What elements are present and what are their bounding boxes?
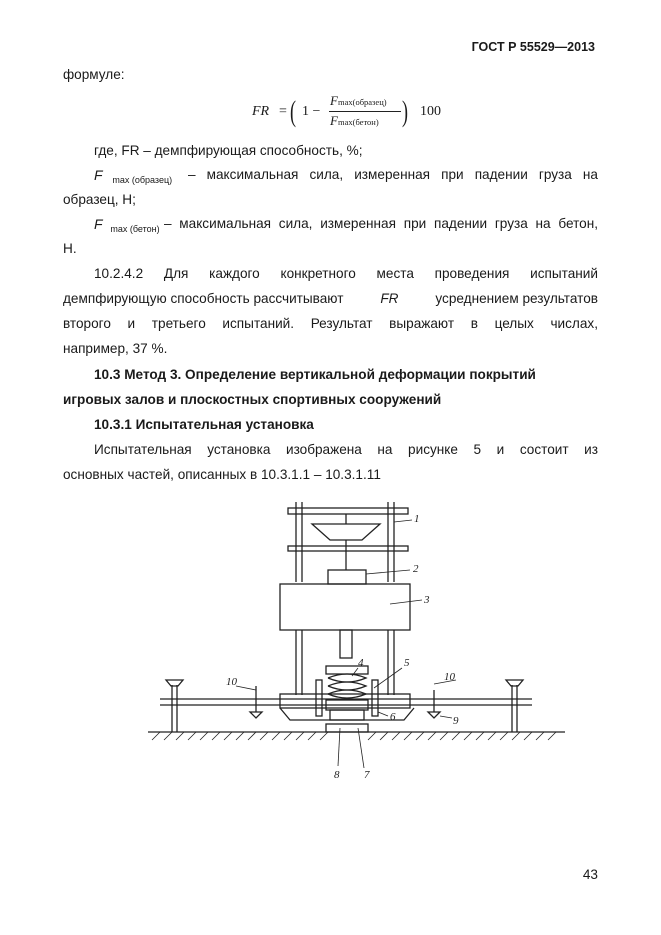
- funnel: [312, 524, 380, 540]
- para-1031-line2: основных частей, описанных в 10.3.1.1 – 10.3.1.11: [63, 467, 381, 482]
- base-frame: [280, 694, 410, 708]
- weight-block: [328, 570, 366, 584]
- formula-den-sub: max(бетон): [338, 117, 379, 127]
- para-10242-line4: например, 37 %.: [63, 341, 168, 356]
- page-number: 43: [582, 867, 598, 882]
- para-10242-line3: второго и третьего испытаний. Результат выражают в целых числах,: [63, 316, 598, 331]
- def-fr: где, FR – демпфирующая способность, %;: [94, 143, 363, 158]
- label-3: 3: [424, 594, 430, 606]
- section-1031-heading: 10.3.1 Испытательная установка: [94, 417, 314, 432]
- label-1: 1: [414, 513, 420, 525]
- formula-paren-right: ): [402, 95, 408, 128]
- fraction-bar: [329, 111, 401, 112]
- second-plate: [288, 546, 408, 551]
- formula-intro: формуле:: [63, 67, 125, 82]
- formula-lhs: FR: [252, 104, 270, 119]
- label-6: 6: [390, 711, 396, 723]
- def-fmax-concrete-f: F: [94, 216, 103, 232]
- formula-num-f: F: [330, 93, 338, 108]
- para-10242-line2: [63, 292, 598, 306]
- test-apparatus-figure: [140, 500, 570, 790]
- def-fmax-sample-f: F: [94, 167, 103, 183]
- def-fmax-concrete-text: – максимальная сила, измеренная при падении груза на бетон,: [164, 216, 598, 231]
- label-5: 5: [404, 657, 410, 669]
- label-8: 8: [334, 769, 340, 781]
- def-fmax-concrete-sub: max (бетон): [110, 224, 160, 234]
- label-10-left: 10: [226, 676, 237, 688]
- drop-stem: [340, 630, 352, 658]
- formula-den-f: F: [330, 113, 338, 128]
- para-10242-line1: 10.2.4.2 Для каждого конкретного места проведения испытаний: [94, 266, 598, 281]
- label-4: 4: [358, 657, 364, 669]
- formula: [252, 92, 452, 132]
- para-10242-line2-a: демпфирующую способность рассчитывают: [63, 291, 344, 306]
- specimen: [326, 724, 368, 732]
- para-10242-fr: FR: [380, 291, 399, 306]
- top-plate: [288, 508, 408, 514]
- def-fmax-concrete: [94, 217, 598, 232]
- label-9: 9: [453, 715, 459, 727]
- def-fmax-sample-line2: образец, Н;: [63, 192, 136, 207]
- standard-header: ГОСТ Р 55529—2013: [471, 40, 595, 54]
- def-fmax-concrete-line2: Н.: [63, 241, 77, 256]
- formula-paren-left: (: [290, 95, 296, 128]
- para-1031-line1: Испытательная установка изображена на рисунке 5 и состоит из: [94, 442, 598, 457]
- def-fmax-sample-sub: max (образец): [112, 175, 173, 185]
- section-103-heading-line1: 10.3 Метод 3. Определение вертикальной деформации покрытий: [94, 367, 536, 382]
- section-103-heading-line2: игровых залов и плоскостных спортивных сооружений: [63, 392, 442, 407]
- def-fmax-sample-text: – максимальная сила, измеренная при падении груза на: [188, 167, 598, 182]
- para-10242-line2-b: усреднением результатов: [435, 291, 598, 306]
- label-7: 7: [364, 769, 370, 781]
- drop-mass: [280, 584, 410, 630]
- label-10-right: 10: [444, 671, 455, 683]
- formula-equals: =: [279, 104, 287, 119]
- ground-hatching: [152, 732, 556, 740]
- formula-one-minus: 1 −: [302, 104, 321, 119]
- def-fmax-sample: [94, 168, 598, 183]
- formula-multiplier: 100: [420, 104, 441, 119]
- formula-num-sub: max(образец): [338, 97, 387, 107]
- label-2: 2: [413, 563, 419, 575]
